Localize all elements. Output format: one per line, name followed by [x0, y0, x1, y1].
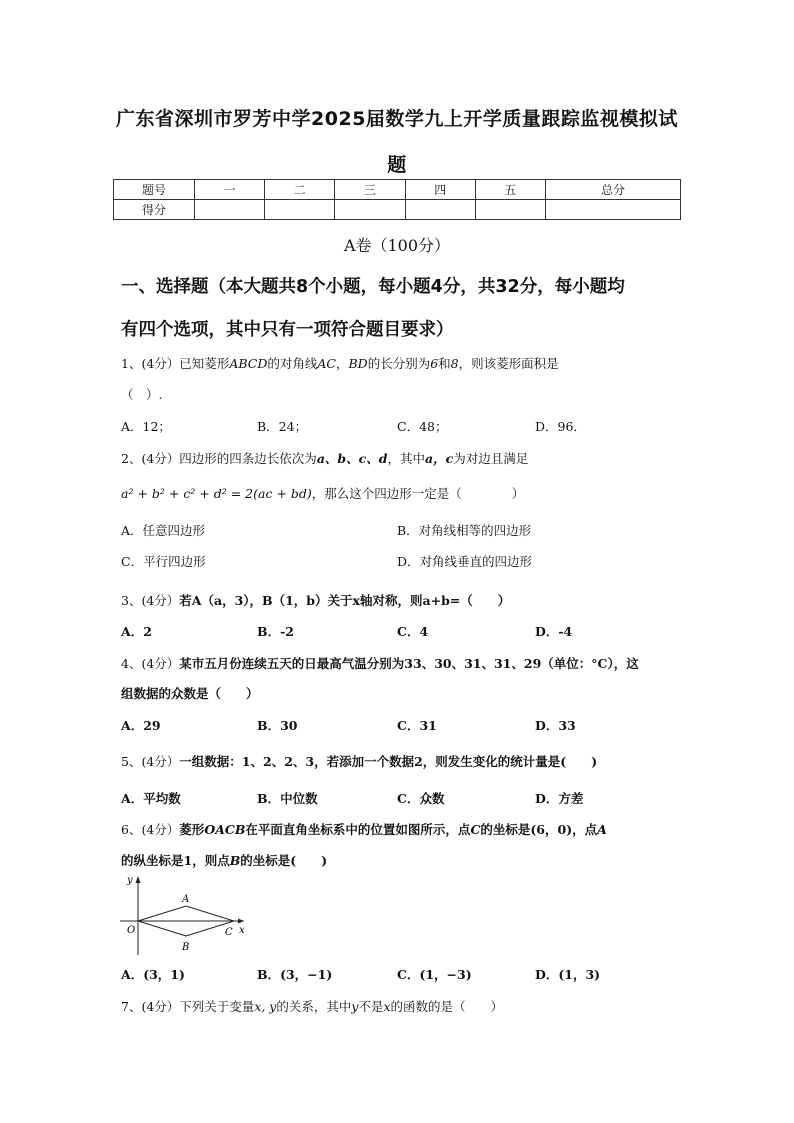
point-a-label: A: [182, 894, 190, 905]
question-5: 5、(4分）一组数据：1、2、2、3，若添加一个数据2，则发生变化的统计量是( ): [121, 754, 598, 769]
point-c-label: C: [225, 927, 233, 938]
score-cell: [546, 200, 681, 220]
option-a: A．12；: [121, 419, 171, 434]
score-cell: [335, 200, 405, 220]
option-c: C．4: [397, 624, 429, 639]
score-table-score-row: [114, 200, 681, 220]
option-b: B．30: [257, 718, 298, 733]
option-d: D．方差: [535, 791, 584, 806]
question-1-line2: （ ）.: [121, 387, 163, 402]
question-2-line2: a² + b² + c² + d² = 2(ac + bd)，那么这个四边形一定是（ ）: [121, 486, 525, 501]
option-c: C．(1，−3): [397, 967, 472, 982]
section-heading-line2: 有四个选项，其中只有一项符合题目要求）: [121, 320, 454, 340]
option-c: C．众数: [397, 791, 445, 806]
option-b: B．对角线相等的四边形: [397, 523, 532, 538]
score-table: [113, 179, 681, 220]
doc-title: 广东省深圳市罗芳中学2025届数学九上开学质量跟踪监视模拟试: [116, 108, 678, 130]
option-d: D．33: [535, 718, 576, 733]
question-4-line2: 组数据的众数是（ ）: [121, 686, 259, 701]
point-b-label: B: [182, 942, 190, 953]
option-d: D．对角线垂直的四边形: [397, 554, 533, 569]
score-header-cell: 总分: [546, 180, 681, 200]
doc-title-line2: 题: [387, 154, 407, 176]
option-a: A．(3，1): [121, 967, 185, 982]
score-header-cell: 题号: [114, 180, 195, 200]
option-b: B．24；: [257, 419, 308, 434]
option-a: A．平均数: [121, 791, 181, 806]
volume-heading: A卷（100分）: [343, 236, 451, 255]
option-a: A．2: [121, 624, 152, 639]
question-4: 4、(4分）某市五月份连续五天的日最高气温分别为33、30、31、31、29（单位：°C），这: [121, 656, 639, 671]
option-b: B．(3，−1): [257, 967, 333, 982]
origin-label: O: [127, 925, 136, 936]
option-a: A．29: [121, 718, 161, 733]
option-c: C．48；: [397, 419, 448, 434]
score-table-header-row: [114, 180, 681, 200]
score-cell: [195, 200, 265, 220]
score-cell: [475, 200, 545, 220]
score-row-label: 得分: [114, 200, 195, 220]
question-6: 6、(4分）菱形OACB在平面直角坐标系中的位置如图所示，点C的坐标是(6，0)，点A: [121, 822, 607, 837]
option-d: D．96．: [535, 419, 586, 434]
question-2: 2、(4分）四边形的四条边长依次为a、b、c、d，其中a，c为对边且满足: [121, 451, 529, 466]
option-b: B．中位数: [257, 791, 318, 806]
score-header-cell: 二: [265, 180, 335, 200]
equation: a² + b² + c² + d² = 2(ac + bd): [121, 486, 312, 501]
score-header-cell: 一: [195, 180, 265, 200]
question-7: 7、(4分）下列关于变量x, y的关系，其中y不是x的函数的是（ ）: [121, 999, 504, 1014]
question-6-line2: 的纵坐标是1，则点B的坐标是( ): [121, 853, 328, 868]
option-a: A．任意四边形: [121, 523, 206, 538]
score-header-cell: 五: [475, 180, 545, 200]
option-d: D．(1，3): [535, 967, 601, 982]
score-header-cell: 四: [405, 180, 475, 200]
question-3: 3、(4分）若A（a，3），B（1，b）关于x轴对称，则a+b=（ ）: [121, 593, 511, 608]
option-c: C．平行四边形: [121, 554, 206, 569]
x-axis-label: x: [239, 925, 245, 936]
option-b: B．-2: [257, 624, 294, 639]
x-axis-arrow: [238, 919, 244, 924]
score-header-cell: 三: [335, 180, 405, 200]
score-cell: [265, 200, 335, 220]
question-1: 1、(4分）已知菱形ABCD的对角线AC，BD的长分别为6和8，则该菱形面积是: [121, 356, 559, 371]
score-cell: [405, 200, 475, 220]
option-d: D．-4: [535, 624, 573, 639]
y-axis-label: y: [127, 875, 133, 886]
y-axis-arrow: [136, 876, 141, 883]
option-c: C．31: [397, 718, 437, 733]
rhombus-figure: [118, 873, 248, 958]
section-heading: 一、选择题（本大题共8个小题，每小题4分，共32分，每小题均: [121, 277, 625, 297]
